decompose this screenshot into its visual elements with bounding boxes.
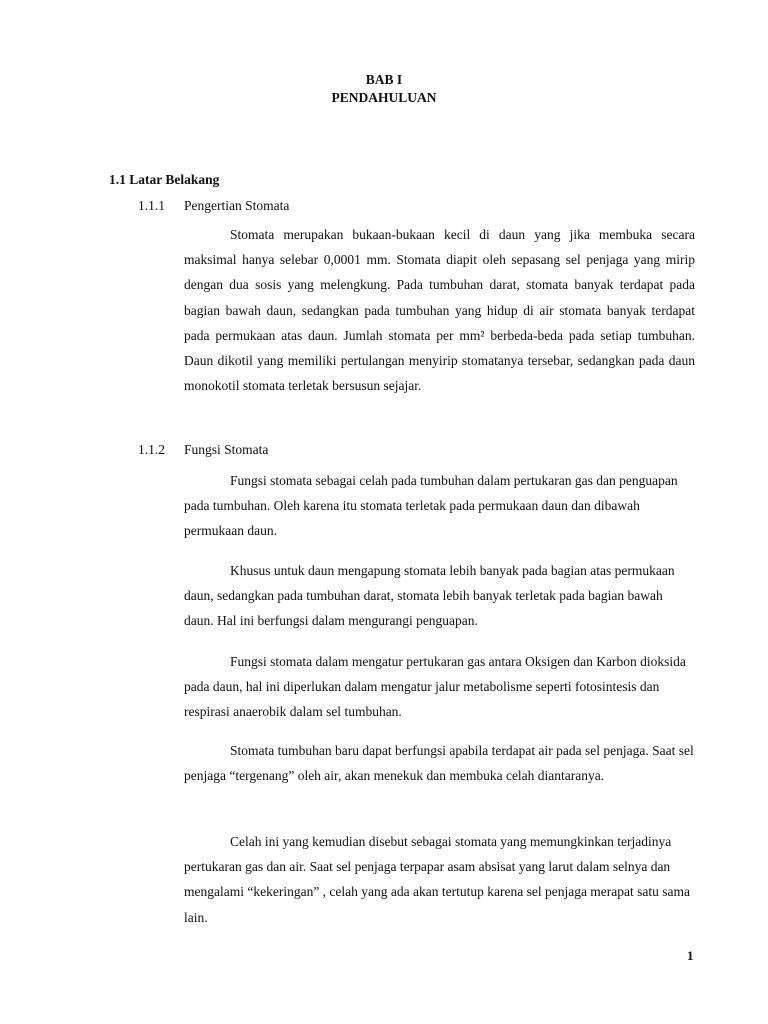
paragraph: Fungsi stomata sebagai celah pada tumbuhan dalam pertukaran gas dan penguapan pada tumbuhan. Oleh karena itu stomata terletak pada permukaan daun dan dibawah permukaan daun. (184, 473, 678, 539)
subsection-number: 1.1.2 (138, 442, 165, 457)
chapter-number: BAB I (365, 72, 403, 87)
subsection-heading-pengertian (138, 198, 289, 214)
paragraph: Stomata merupakan bukaan-bukaan kecil di daun yang jika membuka secara maksimal hanya selebar 0,0001 mm. Stomata diapit oleh sepasang sel penjaga yang mirip dengan dua sosis yang melengkung. Pada tumbuhan darat, stomata banyak terdapat pada bagian bawah daun, sedangkan pada tumbuhan yang hidup di air stomata banyak terdapat pada permukaan atas daun. Jumlah stomata per mm² berbeda-beda pada setiap tumbuhan. Daun dikotil yang memiliki pertulangan menyirip stomatanya tersebar, sedangkan pada daun monokotil stomata terletak bersusun sejajar. (184, 227, 695, 394)
paragraph: Celah ini yang kemudian disebut sebagai stomata yang memungkinkan terjadinya pertukaran gas dan air. Saat sel penjaga terpapar asam absisat yang larut dalam selnya dan mengalami “kekeringan” , celah yang ada akan tertutup karena sel penjaga merapat satu sama lain. (184, 834, 691, 925)
subsection-number: 1.1.1 (138, 198, 165, 213)
subsection-title: Pengertian Stomata (184, 198, 290, 213)
chapter-title: PENDAHULUAN (331, 90, 437, 105)
page-number: 1 (687, 948, 694, 963)
paragraph: Fungsi stomata dalam mengatur pertukaran gas antara Oksigen dan Karbon dioksida pada daun, hal ini diperlukan dalam mengatur jalur metabolisme seperti fotosintesis dan respirasi anaerobik dalam sel tumbuhan. (184, 654, 686, 720)
paragraph: Khusus untuk daun mengapung stomata lebih banyak pada bagian atas permukaan daun, sedangkan pada tumbuhan darat, stomata lebih banyak terletak pada bagian bawah daun. Hal ini berfungsi dalam mengurangi penguapan. (184, 563, 675, 629)
subsection-title: Fungsi Stomata (184, 442, 269, 457)
section-heading: 1.1 Latar Belakang (109, 172, 220, 187)
subsection-heading-fungsi (138, 442, 268, 458)
paragraph: Stomata tumbuhan baru dapat berfungsi apabila terdapat air pada sel penjaga. Saat sel penjaga “tergenang” oleh air, akan menekuk dan membuka celah diantaranya. (184, 743, 694, 784)
